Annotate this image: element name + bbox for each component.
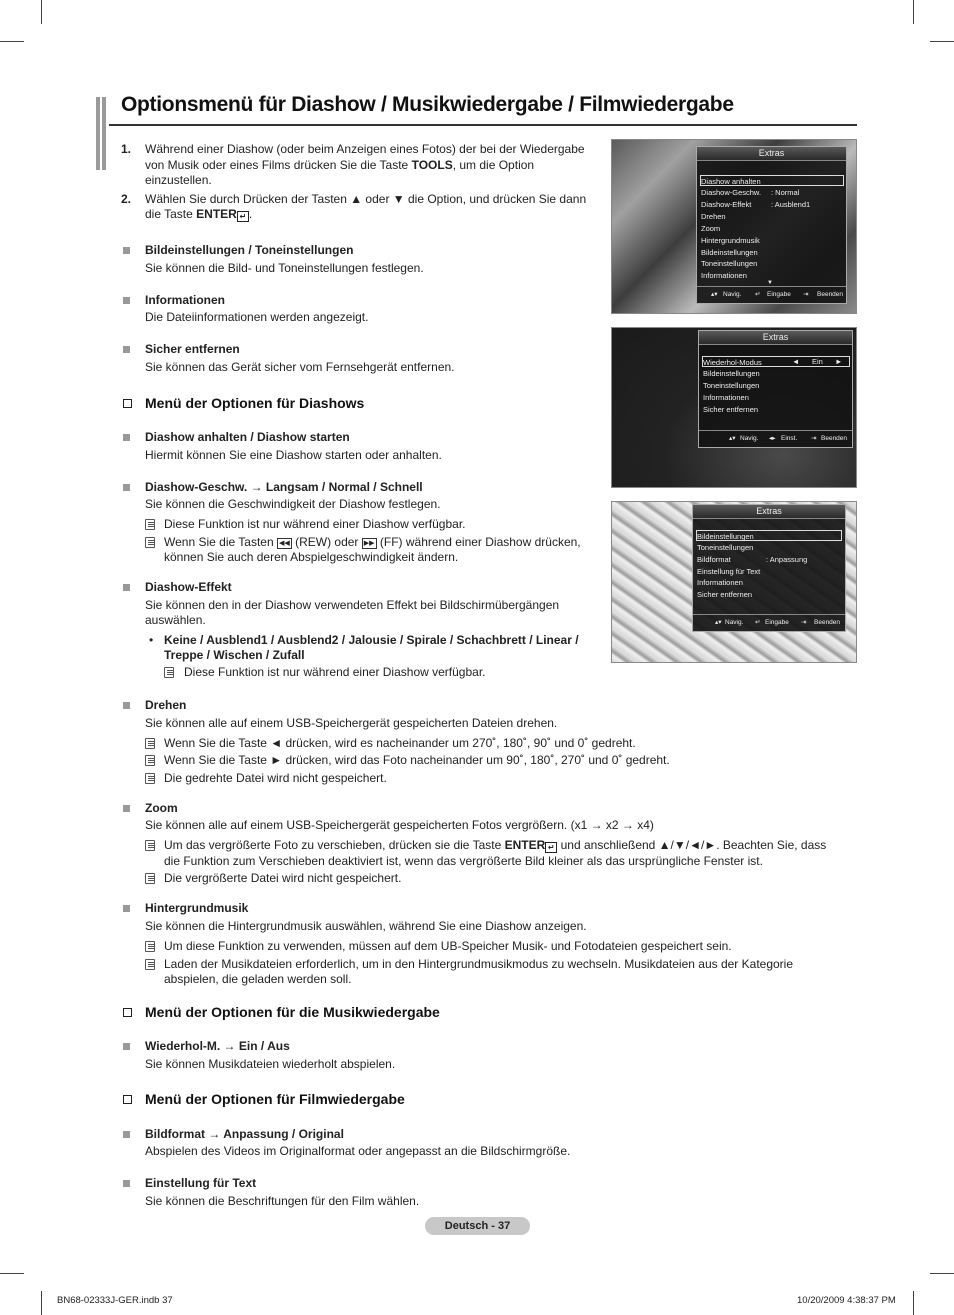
- menu-item[interactable]: Drehen: [701, 212, 726, 221]
- note-text: abspielen, die geladen werden soll.: [164, 972, 352, 986]
- menu-item[interactable]: Informationen: [701, 271, 747, 280]
- item-marker: [123, 584, 130, 591]
- item-heading: Diashow-Geschw. → Langsam / Normal / Schnell: [145, 480, 423, 494]
- exit-icon: ⇥: [803, 291, 809, 298]
- arrow-right-icon[interactable]: ►: [835, 357, 843, 366]
- screenshot-diashow: [611, 139, 857, 314]
- rew-icon: ◀◀: [278, 540, 290, 547]
- step-text: Wählen Sie durch Drücken der Tasten ▲ oder ▼ die Option, und drücken Sie dann: [145, 192, 587, 206]
- extras-menu: [696, 146, 847, 304]
- menu-item[interactable]: Toneinstellungen: [697, 543, 754, 552]
- note-text: die Funktion zum Verschieben deaktiviert ist, wenn das vergrößerte Bild kleiner als das ursprüngliche Fenster ist.: [164, 854, 763, 868]
- crop-mark: [41, 1291, 42, 1315]
- page-number: Deutsch - 37: [425, 1217, 530, 1235]
- item-text: Sie können die Beschriftungen für den Film wählen.: [145, 1194, 420, 1208]
- note-text: Wenn Sie die Tasten ◀◀ (REW) oder ▶▶ (FF) während einer Diashow drücken,: [164, 535, 581, 549]
- item-text: Sie können den in der Diashow verwendeten Effekt bei Bildschirmübergängen: [145, 598, 560, 612]
- item-marker: [123, 297, 130, 304]
- item-heading: Drehen: [145, 698, 187, 712]
- menu-item[interactable]: Informationen: [697, 578, 743, 587]
- exit-icon: ⇥: [801, 619, 807, 626]
- effect-list: Treppe / Wischen / Zufall: [164, 648, 305, 662]
- nav-icon: ▴▾: [729, 435, 736, 442]
- nav-icon: ▴▾: [715, 619, 722, 626]
- exit-icon: ⇥: [811, 435, 817, 442]
- menu-item[interactable]: Sicher entfernen: [703, 405, 759, 414]
- item-heading: Einstellung für Text: [145, 1176, 257, 1190]
- item-text: Die Dateiinformationen werden angezeigt.: [145, 310, 369, 324]
- note-text: Die vergrößerte Datei wird nicht gespeichert.: [164, 871, 402, 885]
- item-marker: [123, 1043, 130, 1050]
- menu-value: Ein: [812, 357, 823, 366]
- item-marker: [123, 247, 130, 254]
- note-icon: [145, 537, 155, 548]
- menu-item[interactable]: Bildeinstellungen: [696, 530, 842, 541]
- section-marker: [123, 399, 132, 408]
- section-marker: [123, 1095, 132, 1104]
- menu-header: Extras: [699, 331, 852, 345]
- item-marker: [123, 805, 130, 812]
- menu-item[interactable]: Diashow-Effekt: [701, 200, 752, 209]
- ff-icon: ▶▶: [363, 540, 375, 547]
- item-text: Sie können die Bild- und Toneinstellungen festlegen.: [145, 261, 424, 275]
- item-text: Sie können die Hintergrundmusik auswählen, während Sie eine Diashow anzeigen.: [145, 919, 587, 933]
- item-text: Sie können alle auf einem USB-Speichergerät gespeicherten Fotos vergrößern. (x1 → x2 → x4): [145, 818, 654, 832]
- menu-item[interactable]: Informationen: [703, 393, 749, 402]
- enter-icon: ↵: [545, 842, 557, 853]
- screenshot-film: [611, 501, 857, 663]
- title-rule: [109, 124, 857, 126]
- section-title-film: Menü der Optionen für Filmwiedergabe: [145, 1091, 405, 1107]
- menu-item[interactable]: Toneinstellungen: [703, 381, 760, 390]
- menu-value: : Ausblend1: [771, 200, 811, 209]
- step-number: 2.: [121, 192, 132, 206]
- note-icon: [145, 959, 155, 970]
- imprint-file: BN68-02333J-GER.indb 37: [57, 1295, 173, 1306]
- menu-item[interactable]: Wiederhol-Modus: [702, 356, 850, 367]
- extras-menu: [698, 330, 853, 448]
- note-text: Wenn Sie die Taste ◄ drücken, wird es nacheinander um 270˚, 180˚, 90˚ und 0˚ gedreht.: [164, 736, 636, 750]
- note-text: Diese Funktion ist nur während einer Diashow verfügbar.: [164, 517, 466, 531]
- item-heading: Hintergrundmusik: [145, 901, 249, 915]
- scroll-down-icon: ▼: [767, 280, 773, 286]
- left-right-icon: ◂▸: [769, 435, 776, 442]
- note-icon: [145, 873, 155, 884]
- section-marker: [123, 1008, 132, 1017]
- note-icon: [164, 667, 174, 678]
- item-text: Sie können das Gerät sicher vom Fernsehgerät entfernen.: [145, 360, 455, 374]
- item-heading: Diashow anhalten / Diashow starten: [145, 430, 350, 444]
- crop-mark: [930, 41, 954, 42]
- item-marker: [123, 346, 130, 353]
- note-text: Laden der Musikdateien erforderlich, um in den Hintergrundmusikmodus zu wechseln. Musikdateien aus der Kategorie: [164, 957, 794, 971]
- item-text: Sie können die Geschwindigkeit der Diashow festlegen.: [145, 497, 441, 511]
- step-text: Während einer Diashow (oder beim Anzeigen eines Fotos) der bei der Wiedergabe: [145, 142, 585, 156]
- item-heading: Wiederhol-M. → Ein / Aus: [145, 1039, 290, 1053]
- note-icon: [145, 773, 155, 784]
- item-text: auswählen.: [145, 613, 206, 627]
- item-heading: Bildformat → Anpassung / Original: [145, 1127, 344, 1141]
- item-text: Abspielen des Videos im Originalformat oder angepasst an die Bildschirmgröße.: [145, 1144, 571, 1158]
- menu-header: Extras: [697, 147, 846, 161]
- note-icon: [145, 941, 155, 952]
- crop-mark: [913, 1291, 914, 1315]
- section-title-diashow: Menü der Optionen für Diashows: [145, 395, 365, 411]
- menu-value: : Normal: [771, 188, 800, 197]
- note-text: Um das vergrößerte Foto zu verschieben, drücken sie die Taste ENTER ↵ und anschließend ▲/▼/◄/►. Beachten Sie, dass: [164, 838, 827, 852]
- menu-item[interactable]: Diashow-Geschw.: [701, 188, 762, 197]
- item-text: Sie können Musikdateien wiederholt abspielen.: [145, 1057, 396, 1071]
- note-text: können Sie auch deren Abspielgeschwindigkeit ändern.: [164, 550, 459, 564]
- menu-footer: ▴▾ Navig. ↵ Eingabe ⇥ Beenden: [693, 614, 845, 631]
- menu-footer: ▴▾ Navig. ◂▸ Einst. ⇥ Beenden: [699, 430, 852, 447]
- item-marker: [123, 434, 130, 441]
- nav-icon: ▴▾: [711, 291, 718, 298]
- crop-mark: [913, 0, 914, 24]
- item-text: Sie können alle auf einem USB-Speichergerät gespeicherten Dateien drehen.: [145, 716, 558, 730]
- note-text: Die gedrehte Datei wird nicht gespeichert.: [164, 771, 387, 785]
- item-heading: Zoom: [145, 801, 178, 815]
- menu-item[interactable]: Sicher entfernen: [697, 590, 753, 599]
- crop-mark: [930, 1273, 954, 1274]
- item-heading: Diashow-Effekt: [145, 580, 232, 594]
- item-marker: [123, 905, 130, 912]
- item-heading: Informationen: [145, 293, 225, 307]
- item-marker: [123, 702, 130, 709]
- item-marker: [123, 484, 130, 491]
- menu-item[interactable]: Bildformat: [697, 555, 731, 564]
- item-text: Hiermit können Sie eine Diashow starten oder anhalten.: [145, 448, 442, 462]
- crop-mark: [0, 41, 24, 42]
- menu-item[interactable]: Bildeinstellungen: [703, 369, 760, 378]
- note-text: Diese Funktion ist nur während einer Diashow verfügbar.: [184, 665, 486, 679]
- menu-value: : Anpassung: [766, 555, 808, 564]
- item-heading: Sicher entfernen: [145, 342, 240, 356]
- note-icon: [145, 840, 155, 851]
- enter-icon: ↵: [755, 619, 761, 626]
- effect-list: Keine / Ausblend1 / Ausblend2 / Jalousie / Spirale / Schachbrett / Linear /: [164, 633, 579, 647]
- menu-item[interactable]: Einstellung für Text: [697, 567, 761, 576]
- menu-header: Extras: [693, 505, 845, 519]
- page-title: Optionsmenü für Diashow / Musikwiedergabe / Filmwiedergabe: [121, 93, 734, 116]
- imprint-date: 10/20/2009 4:38:37 PM: [797, 1295, 896, 1306]
- note-text: Wenn Sie die Taste ► drücken, wird das Foto nacheinander um 90˚, 180˚, 270˚ und 0˚ gedreht.: [164, 753, 670, 767]
- step-number: 1.: [121, 142, 132, 156]
- menu-footer: ▴▾ Navig. ↵ Eingabe ⇥ Beenden: [697, 286, 846, 303]
- menu-item[interactable]: Hintergrundmusik: [701, 236, 760, 245]
- menu-item[interactable]: Bildeinstellungen: [701, 248, 758, 257]
- menu-item[interactable]: Diashow anhalten: [700, 175, 844, 186]
- extras-menu: [692, 504, 846, 632]
- menu-item[interactable]: Zoom: [701, 224, 721, 233]
- menu-item[interactable]: Toneinstellungen: [701, 259, 758, 268]
- item-heading: Bildeinstellungen / Toneinstellungen: [145, 243, 354, 257]
- step-text: von Musik oder eines Films drücken Sie die Taste TOOLS, um die Option: [145, 158, 535, 172]
- crop-mark: [0, 1273, 24, 1274]
- note-icon: [145, 519, 155, 530]
- screenshot-music: [611, 327, 857, 488]
- note-text: Um diese Funktion zu verwenden, müssen auf dem UB-Speicher Musik- und Fotodateien gespeichert sein.: [164, 939, 732, 953]
- note-icon: [145, 755, 155, 766]
- enter-icon: ↵: [755, 291, 761, 298]
- step-text: die Taste ENTER ↵ .: [145, 207, 253, 221]
- section-title-music: Menü der Optionen für die Musikwiedergabe: [145, 1004, 440, 1020]
- item-marker: [123, 1180, 130, 1187]
- arrow-left-icon[interactable]: ◄: [792, 357, 800, 366]
- step-text: einzustellen.: [145, 173, 212, 187]
- bullet: •: [149, 633, 154, 647]
- item-marker: [123, 1131, 130, 1138]
- note-icon: [145, 738, 155, 749]
- enter-icon: ↵: [237, 211, 249, 222]
- crop-mark: [41, 0, 42, 24]
